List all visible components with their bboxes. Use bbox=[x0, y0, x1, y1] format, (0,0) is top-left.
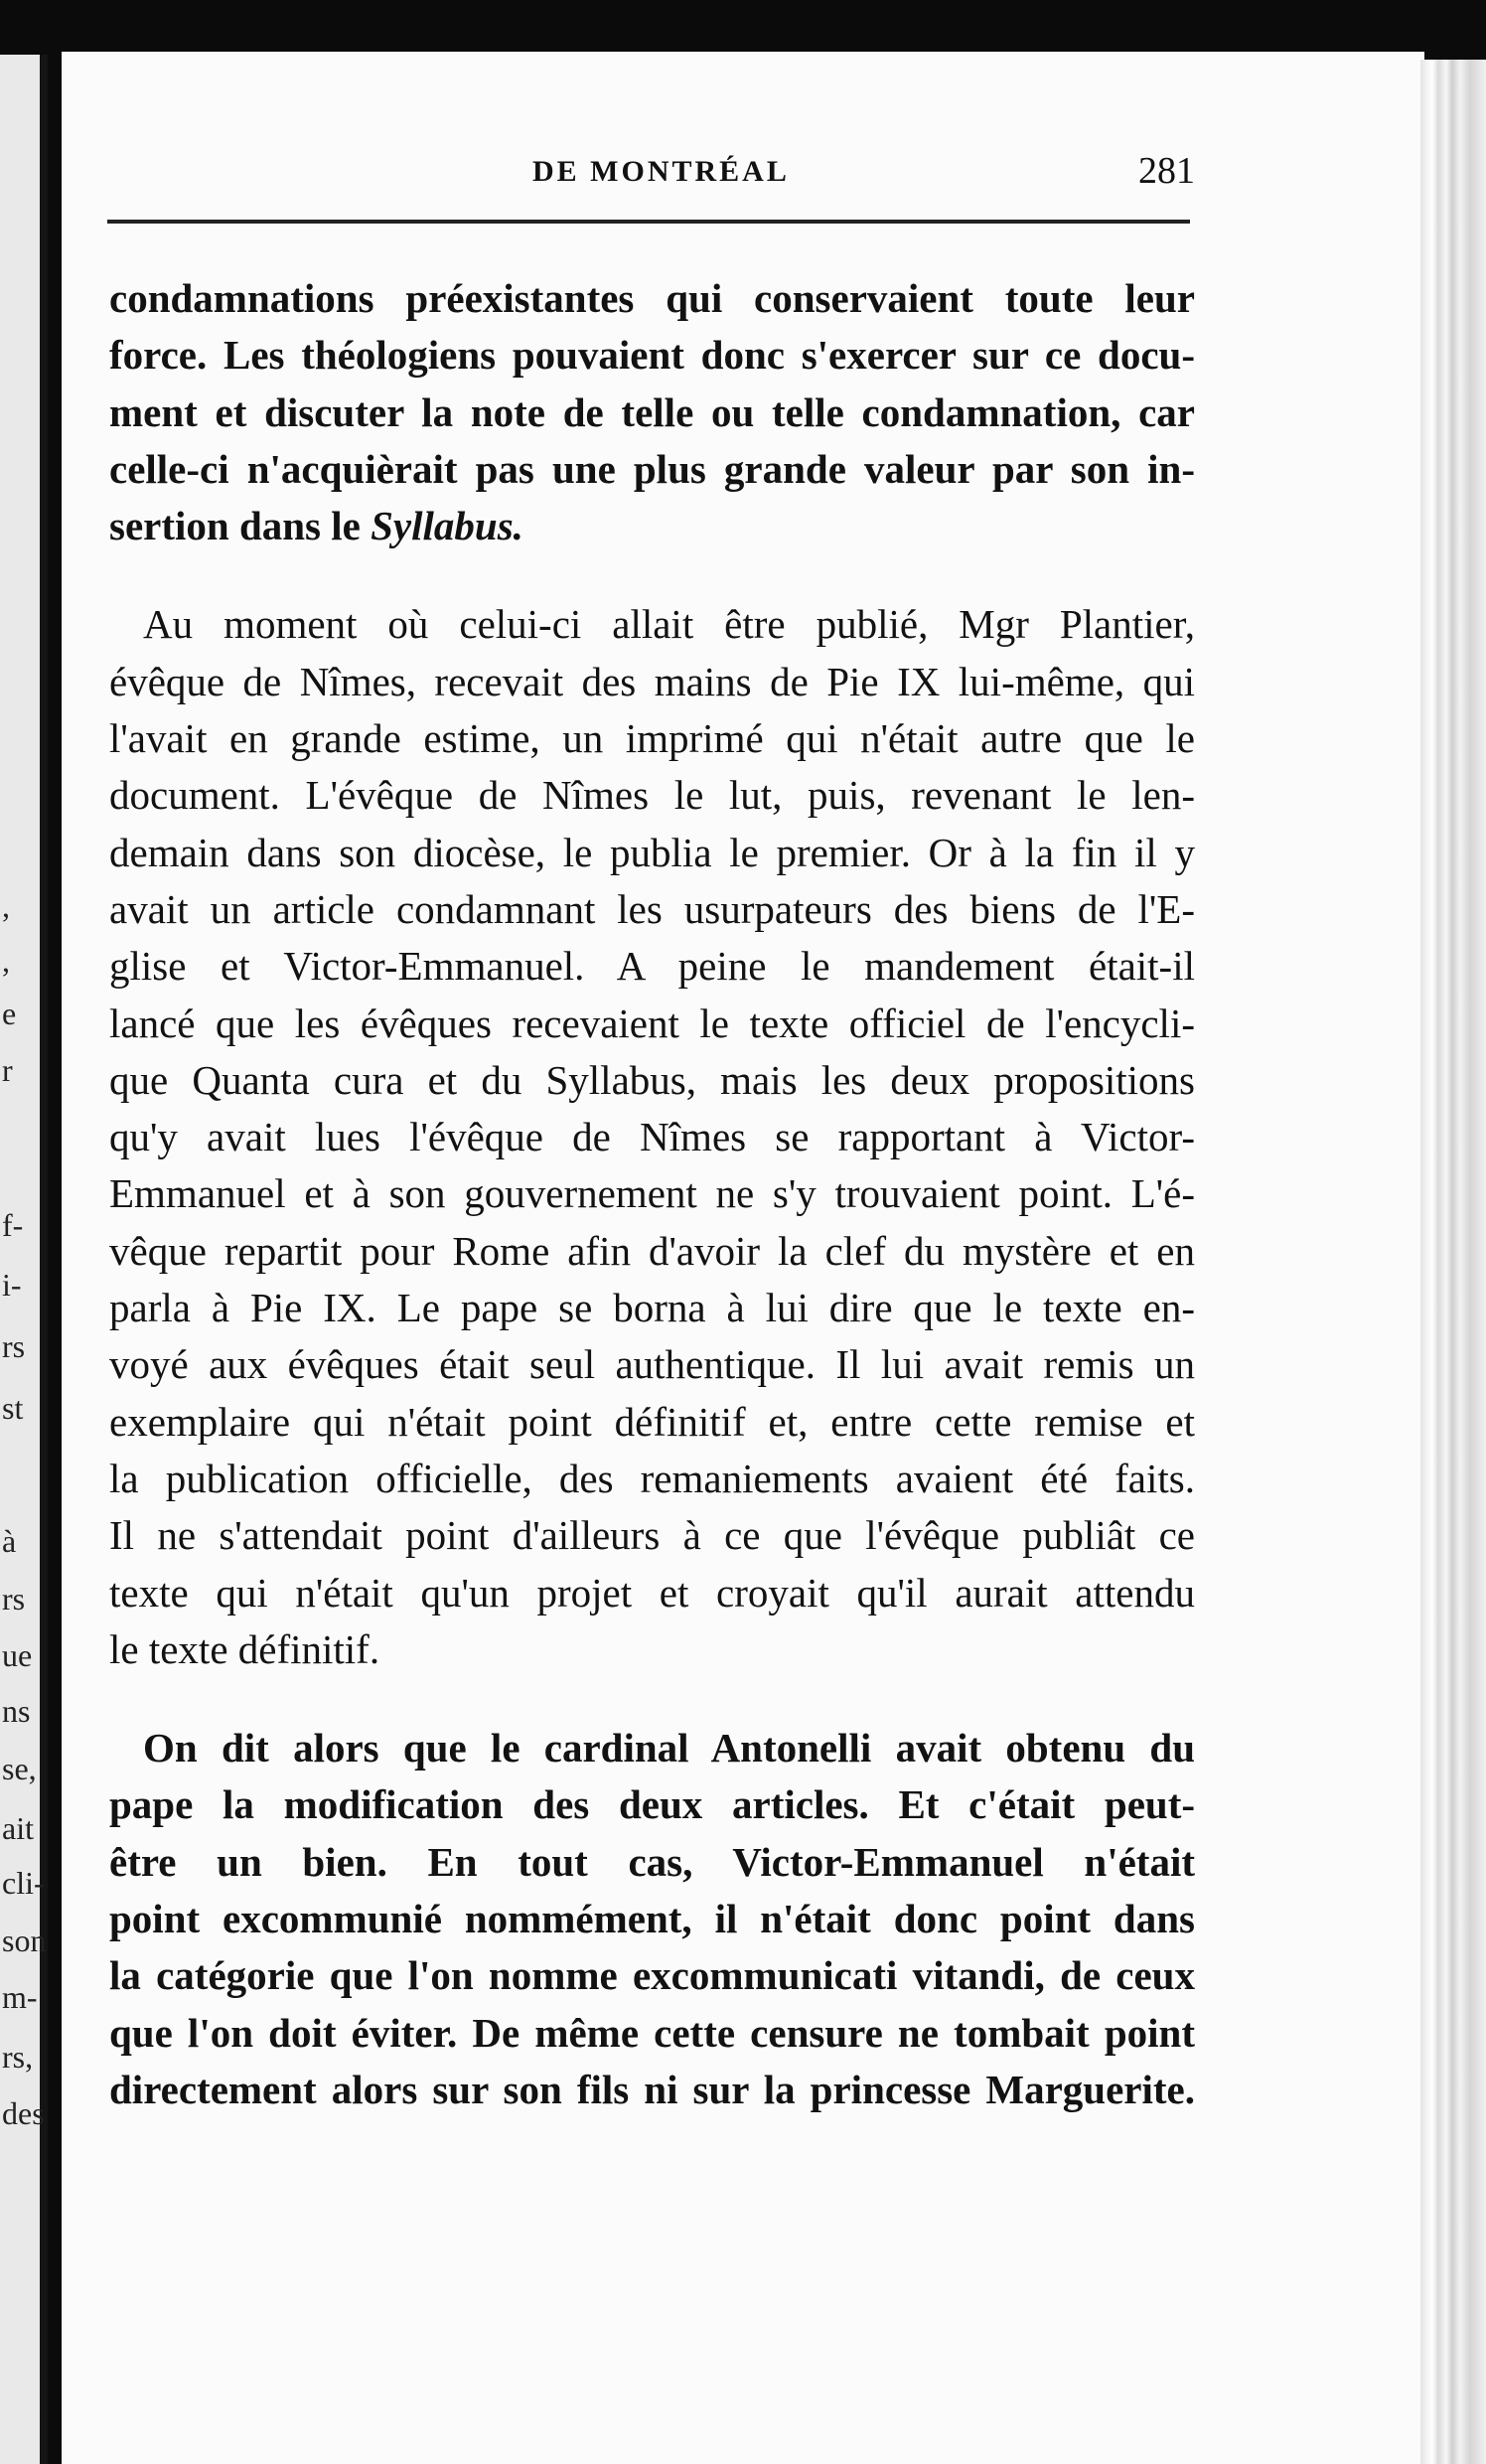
previous-page-edge bbox=[0, 55, 48, 2464]
text-line: Il ne s'attendait point d'ailleurs à ce que l'évêque publiât ce bbox=[109, 1512, 1195, 1559]
text-line: point excommunié nommément, il n'était donc point dans bbox=[109, 1896, 1195, 1942]
margin-fragment: st bbox=[2, 1390, 24, 1426]
text-line: que Quanta cura et du Syllabus, mais les deux propositions bbox=[109, 1056, 1195, 1103]
margin-fragment: rs, bbox=[2, 2039, 34, 2075]
page-header bbox=[112, 149, 1195, 197]
text-line: avait un article condamnant les usurpateurs des biens de l'E- bbox=[109, 885, 1195, 932]
text-line: l'avait en grande estime, un imprimé qui n'était autre que le bbox=[109, 715, 1195, 762]
margin-fragment: i- bbox=[2, 1267, 22, 1303]
margin-fragment: rs bbox=[2, 1581, 26, 1617]
text-line bbox=[109, 498, 1195, 554]
margin-fragment: à bbox=[2, 1523, 17, 1559]
text-line: pape la modification des deux articles. Et c'était peut- bbox=[109, 1781, 1195, 1828]
text-line: glise et Victor-Emmanuel. A peine le mandement était-il bbox=[109, 943, 1195, 990]
margin-fragment: m- bbox=[2, 1979, 38, 2015]
margin-fragment: r bbox=[2, 1052, 13, 1088]
margin-fragment: , bbox=[2, 888, 10, 924]
margin-fragment: se, bbox=[2, 1751, 37, 1786]
text-line: document. L'évêque de Nîmes le lut, puis, revenant le len- bbox=[109, 772, 1195, 819]
text-line: force. Les théologiens pouvaient donc s'exercer sur ce docu- bbox=[109, 332, 1195, 379]
text-line: celle-ci n'acquièrait pas une plus grande valeur par son in- bbox=[109, 445, 1195, 492]
text-line: Au moment où celui-ci allait être publié, Mgr Plantier, bbox=[143, 601, 1195, 648]
text-line: voyé aux évêques était seul authentique. Il lui avait remis un bbox=[109, 1341, 1195, 1388]
text-line: parla à Pie IX. Le pape se borna à lui dire que le texte en- bbox=[109, 1285, 1195, 1331]
margin-fragment: ait bbox=[2, 1810, 34, 1846]
margin-fragment: ns bbox=[2, 1693, 31, 1729]
body-text bbox=[109, 270, 1195, 2118]
text-line: vêque repartit pour Rome afin d'avoir la clef du mystère et en bbox=[109, 1227, 1195, 1274]
text-line: demain dans son diocèse, le publia le premier. Or à la fin il y bbox=[109, 829, 1195, 875]
italic-term: Syllabus. bbox=[371, 503, 523, 549]
text-line: lancé que les évêques recevaient le texte officiel de l'encycli- bbox=[109, 1000, 1195, 1046]
text-line: qu'y avait lues l'évêque de Nîmes se rapportant à Victor- bbox=[109, 1114, 1195, 1160]
paragraph-2 bbox=[109, 596, 1195, 1678]
text-line: texte qui n'était qu'un projet et croyait qu'il aurait attendu bbox=[109, 1569, 1195, 1616]
margin-fragment: rs bbox=[2, 1328, 26, 1364]
page-stack-edge bbox=[1420, 60, 1486, 2464]
text-line: la catégorie que l'on nomme excommunicati vitandi, de ceux bbox=[109, 1952, 1195, 1999]
text-line: condamnations préexistantes qui conservaient toute leur bbox=[109, 275, 1195, 321]
margin-fragment: f- bbox=[2, 1207, 24, 1243]
text-line: exemplaire qui n'était point définitif et, entre cette remise et bbox=[109, 1398, 1195, 1445]
paragraph-3 bbox=[109, 1720, 1195, 2118]
text-line: que l'on doit éviter. De même cette censure ne tombait point bbox=[109, 2009, 1195, 2056]
margin-fragment: cli- bbox=[2, 1865, 45, 1901]
page-number: 281 bbox=[1138, 150, 1195, 192]
header-rule bbox=[107, 220, 1190, 224]
margin-fragment: des bbox=[2, 2095, 45, 2131]
margin-fragment: , bbox=[2, 943, 10, 979]
text-line: On dit alors que le cardinal Antonelli avait obtenu du bbox=[143, 1725, 1195, 1771]
margin-fragment: e bbox=[2, 996, 17, 1031]
text-line: directement alors sur son fils ni sur la princesse Marguerite. bbox=[109, 2066, 1195, 2112]
text-line: être un bien. En tout cas, Victor-Emmanuel n'était bbox=[109, 1838, 1195, 1885]
text-line: la publication officielle, des remaniements avaient été faits. bbox=[109, 1455, 1195, 1501]
text-line: évêque de Nîmes, recevait des mains de Pie IX lui-même, qui bbox=[109, 658, 1195, 704]
text-line: Emmanuel et à son gouvernement ne s'y trouvaient point. L'é- bbox=[109, 1170, 1195, 1217]
margin-fragment: ue bbox=[2, 1637, 33, 1673]
running-head: DE MONTRÉAL bbox=[532, 155, 790, 188]
margin-fragment: son bbox=[2, 1923, 47, 1958]
paragraph-1 bbox=[109, 270, 1195, 554]
text-line: le texte définitif. bbox=[109, 1625, 380, 1672]
text-run: sertion dans le bbox=[109, 503, 372, 549]
text-line: ment et discuter la note de telle ou telle condamnation, car bbox=[109, 388, 1195, 435]
